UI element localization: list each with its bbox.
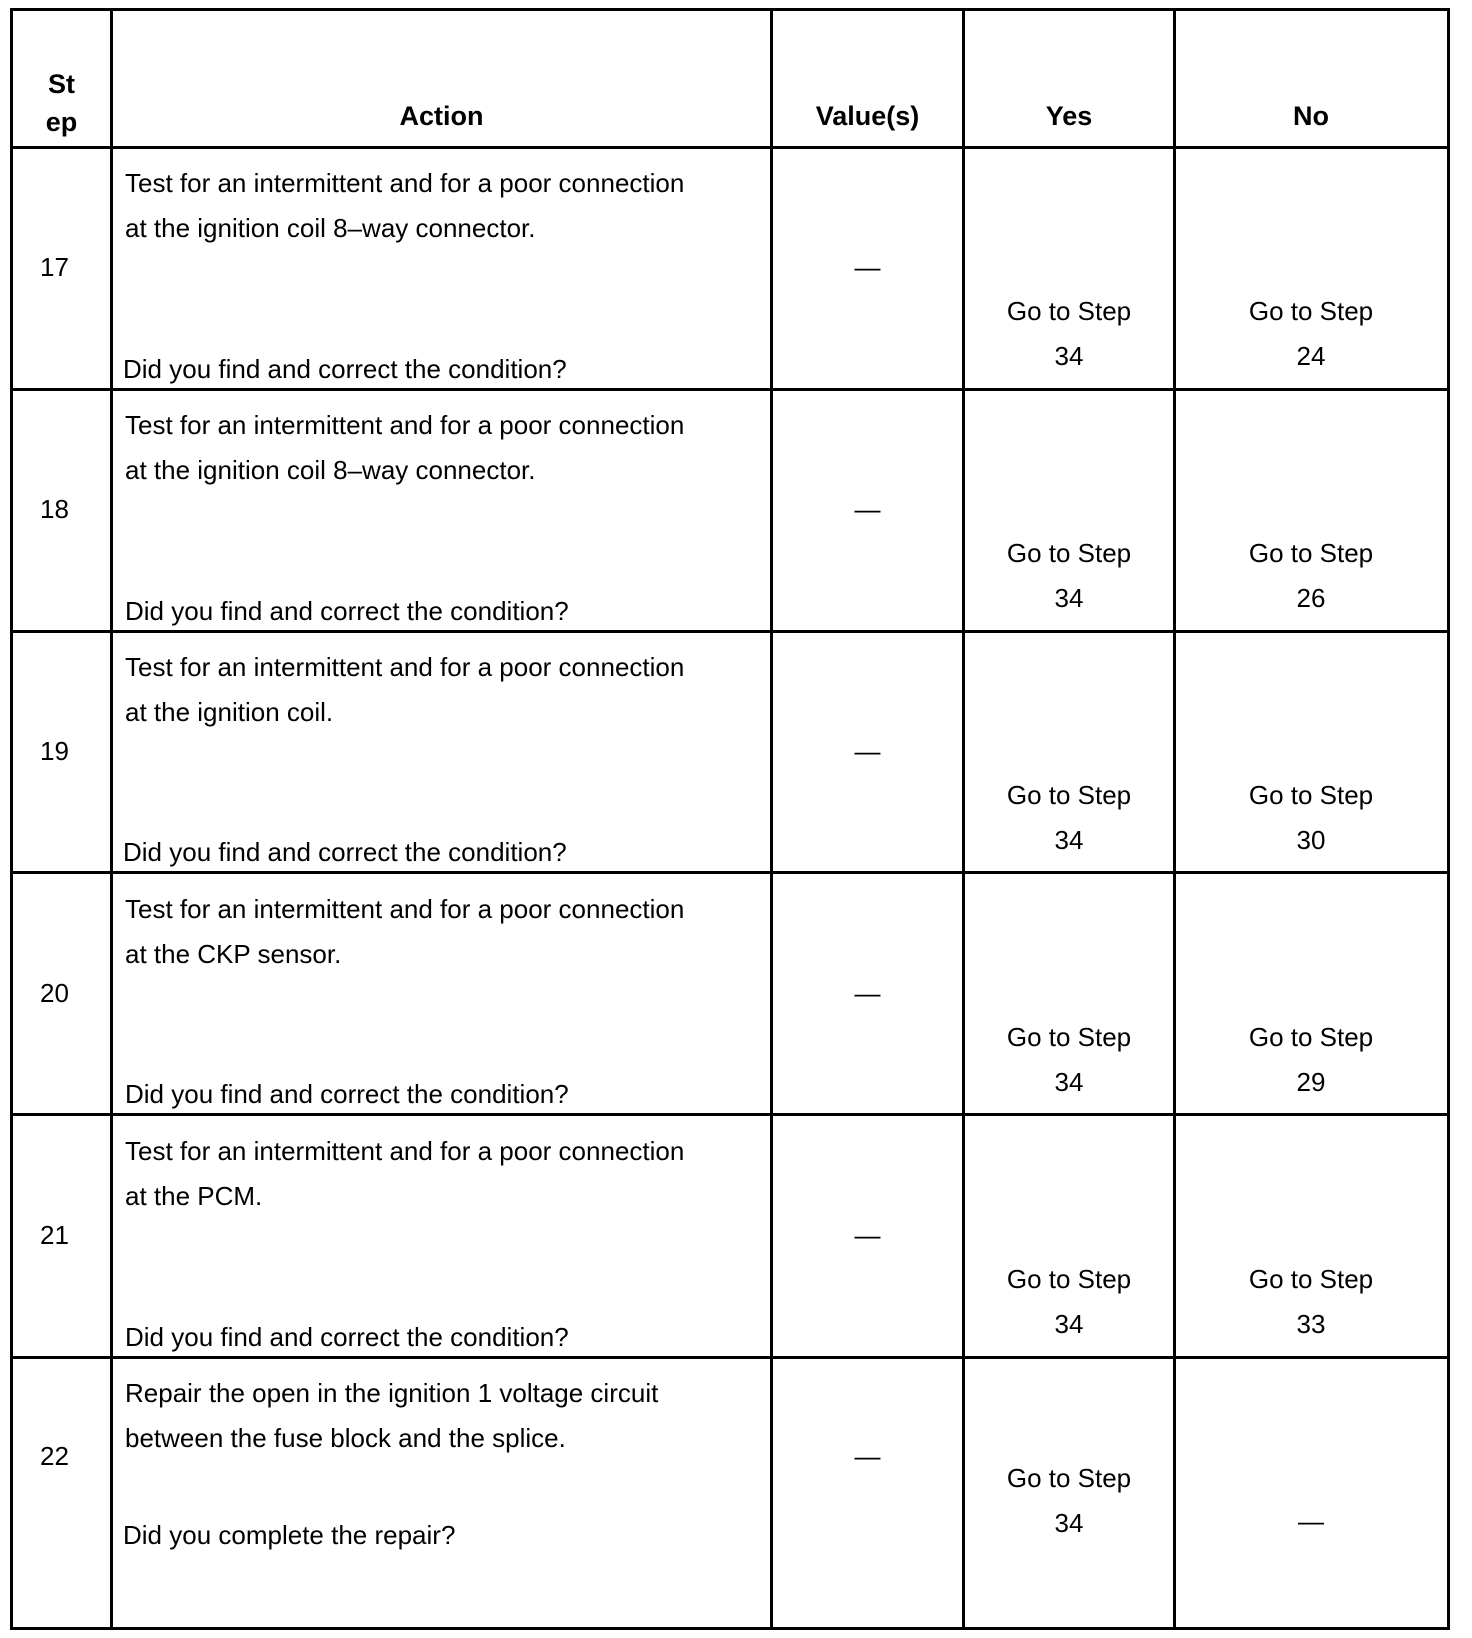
step-number: 21 bbox=[40, 1220, 69, 1250]
action-question: Did you find and correct the condition? bbox=[123, 354, 567, 384]
no-result: Go to Step 30 bbox=[1248, 780, 1374, 855]
action-question: Did you find and correct the condition? bbox=[125, 596, 569, 626]
action-question: Did you complete the repair? bbox=[123, 1520, 456, 1550]
header-action: Action bbox=[399, 101, 484, 131]
yes-result: Go to Step 34 bbox=[1006, 296, 1132, 371]
no-result: Go to Step 33 bbox=[1248, 1264, 1374, 1339]
value-text: — bbox=[854, 1441, 881, 1471]
header-yes: Yes bbox=[1045, 101, 1093, 131]
header-step: St ep bbox=[45, 69, 78, 137]
action-text: Repair the open in the ignition 1 voltage circuit between the fuse block and the splice. bbox=[125, 1378, 659, 1453]
action-question: Did you find and correct the condition? bbox=[125, 1079, 569, 1109]
yes-result: Go to Step 34 bbox=[1006, 538, 1132, 613]
yes-result: Go to Step 34 bbox=[1006, 1463, 1132, 1538]
value-text: — bbox=[854, 978, 881, 1008]
action-text: Test for an intermittent and for a poor connection at the ignition coil 8–way connector. bbox=[125, 168, 685, 243]
action-text: Test for an intermittent and for a poor connection at the CKP sensor. bbox=[125, 894, 685, 969]
header-no: No bbox=[1293, 101, 1329, 131]
action-question: Did you find and correct the condition? bbox=[125, 1322, 569, 1352]
action-question: Did you find and correct the condition? bbox=[123, 837, 567, 867]
value-text: — bbox=[854, 1220, 881, 1250]
step-number: 22 bbox=[40, 1441, 69, 1471]
header-values: Value(s) bbox=[815, 101, 920, 131]
yes-result: Go to Step 34 bbox=[1006, 780, 1132, 855]
step-number: 18 bbox=[40, 494, 69, 524]
yes-result: Go to Step 34 bbox=[1006, 1264, 1132, 1339]
value-text: — bbox=[854, 736, 881, 766]
no-result: — bbox=[1298, 1506, 1324, 1536]
no-result: Go to Step 26 bbox=[1248, 538, 1374, 613]
step-number: 20 bbox=[40, 978, 69, 1008]
diagnostic-table bbox=[10, 8, 1450, 1630]
step-number: 19 bbox=[40, 736, 69, 766]
value-text: — bbox=[854, 252, 881, 282]
no-result: Go to Step 29 bbox=[1248, 1022, 1374, 1097]
no-result: Go to Step 24 bbox=[1248, 296, 1374, 371]
yes-result: Go to Step 34 bbox=[1006, 1022, 1132, 1097]
grid-line bbox=[13, 146, 1447, 149]
action-text: Test for an intermittent and for a poor connection at the ignition coil 8–way connector. bbox=[125, 410, 685, 485]
value-text: — bbox=[854, 494, 881, 524]
action-text: Test for an intermittent and for a poor connection at the PCM. bbox=[125, 1136, 685, 1211]
step-number: 17 bbox=[40, 252, 69, 282]
action-text: Test for an intermittent and for a poor connection at the ignition coil. bbox=[125, 652, 685, 727]
grid-line bbox=[110, 11, 113, 1627]
